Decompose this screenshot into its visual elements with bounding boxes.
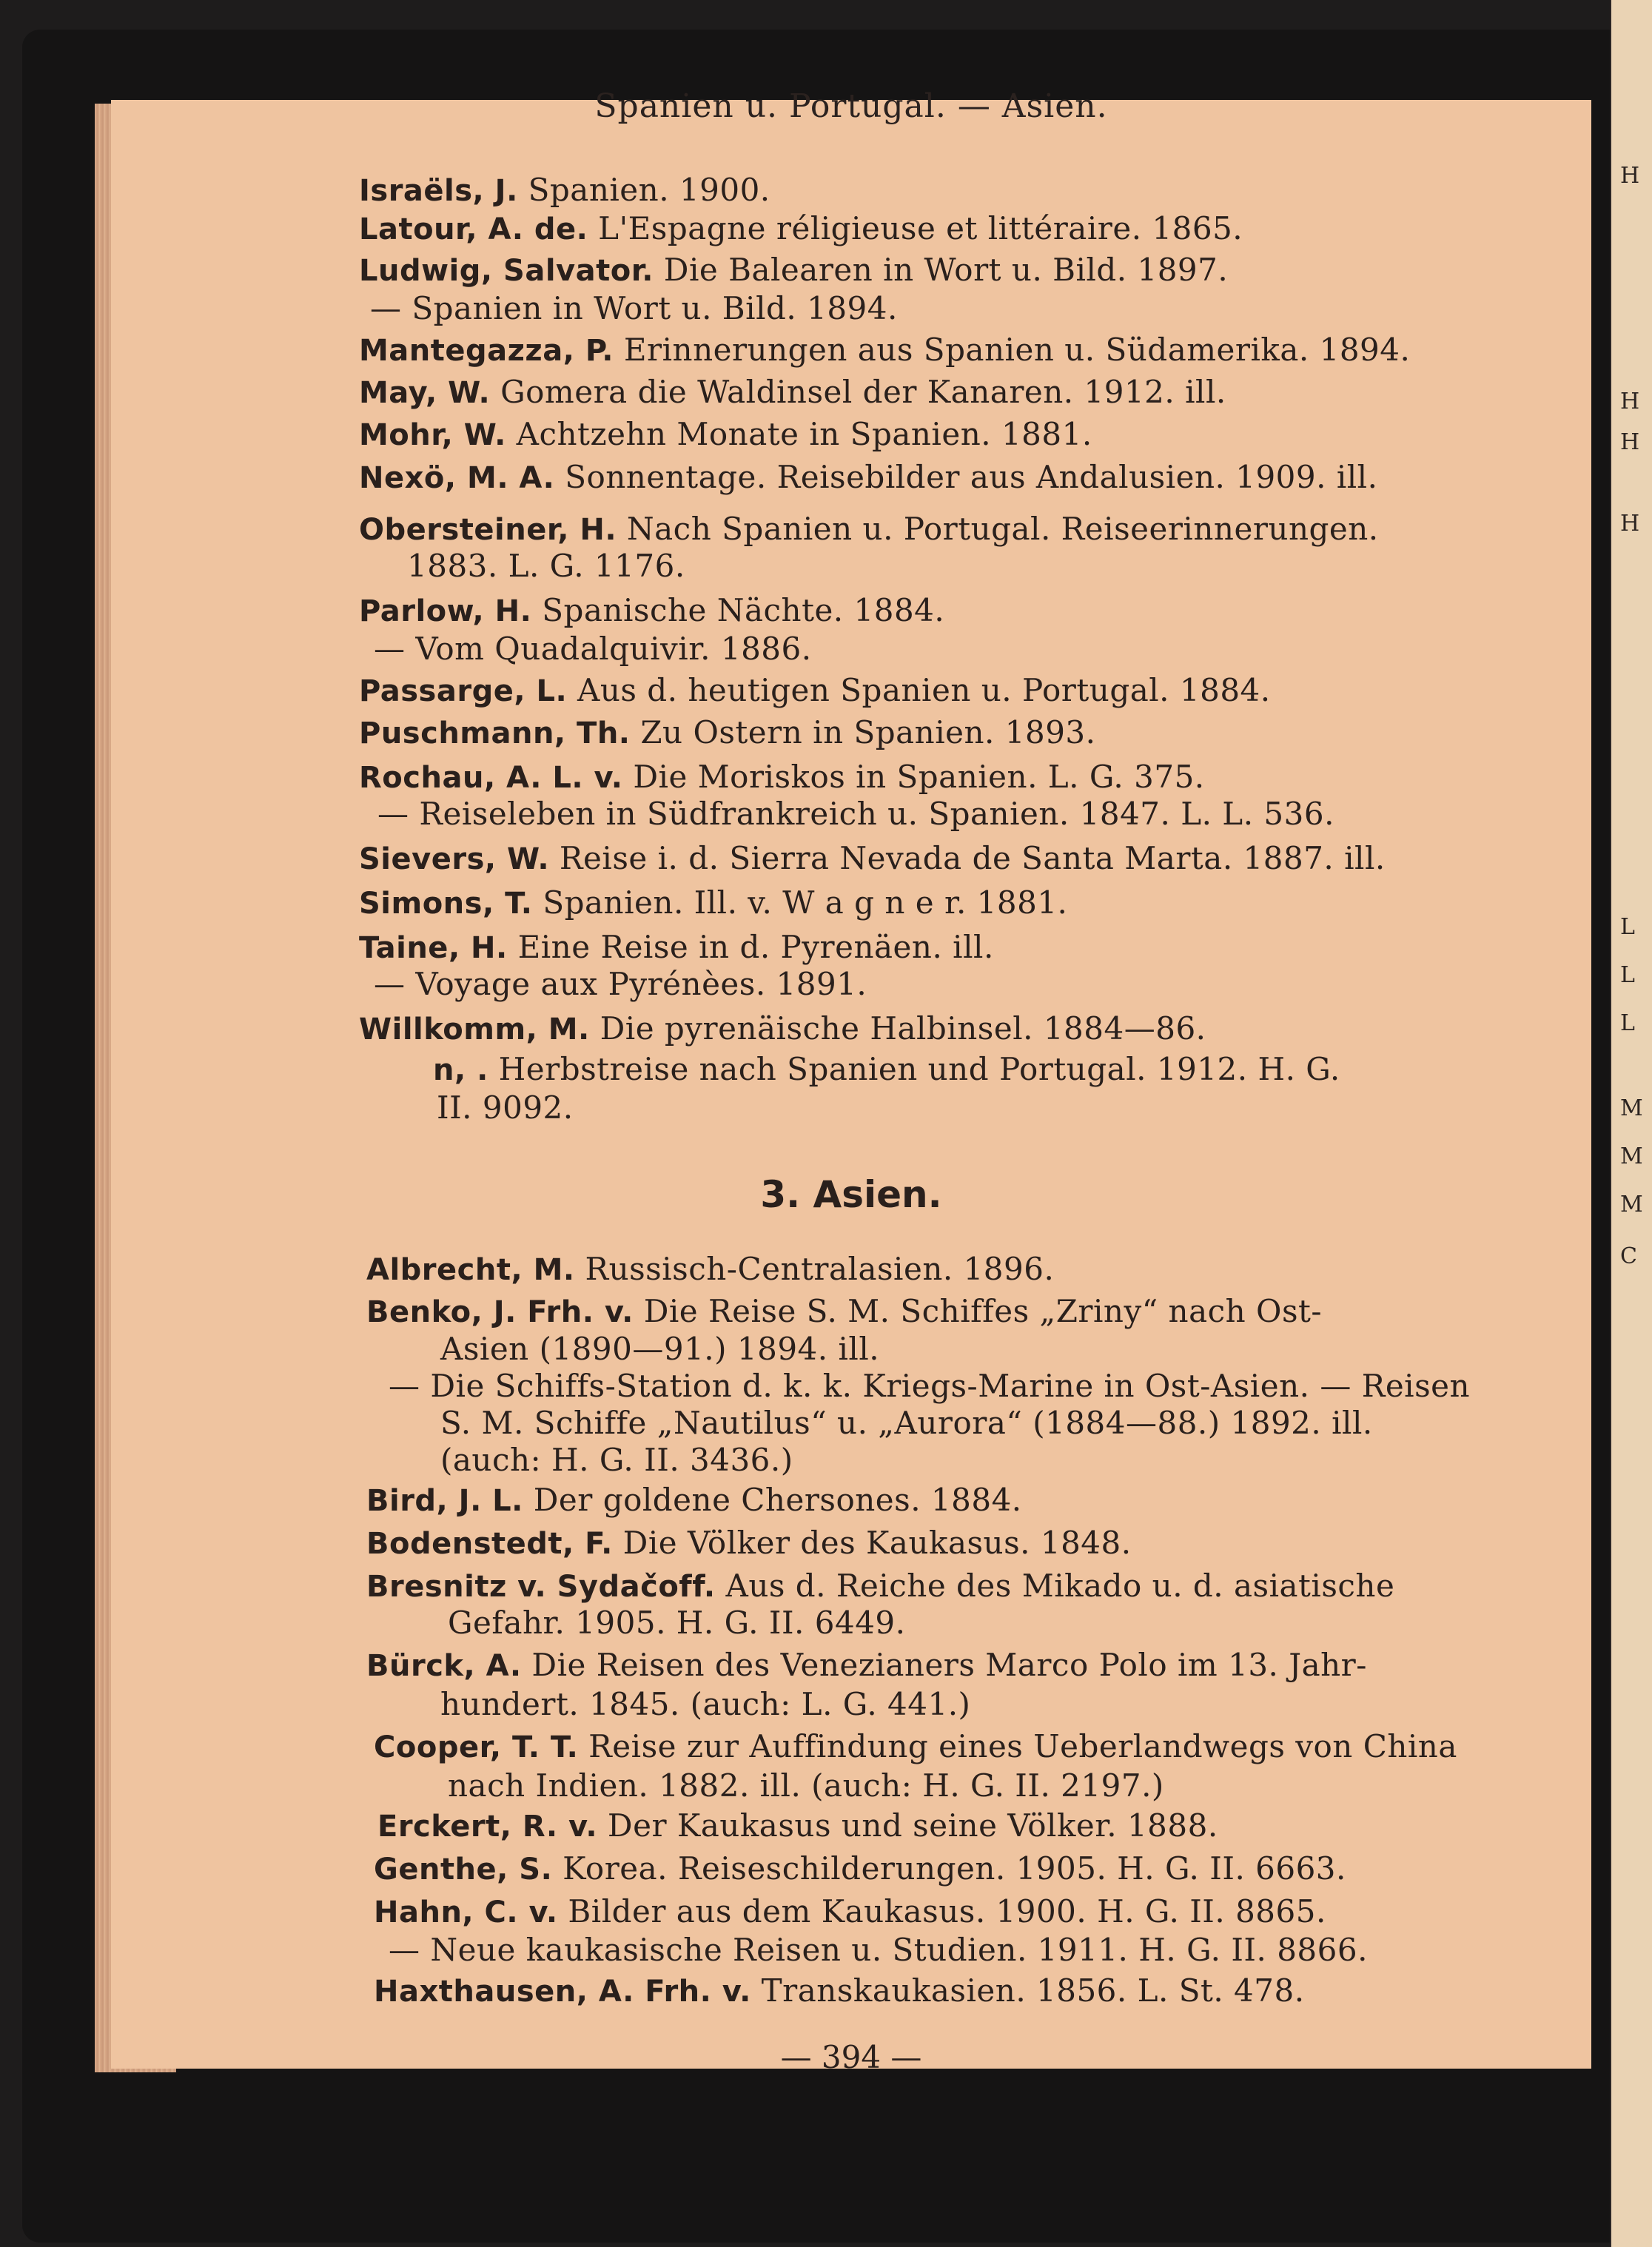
facing-page-fragment: M bbox=[1620, 1095, 1643, 1121]
entry-author: Bodenstedt, F. bbox=[366, 1527, 613, 1561]
facing-page-fragment: H bbox=[1620, 511, 1640, 537]
entry-line bbox=[359, 1010, 1206, 1047]
entry-line bbox=[437, 1089, 574, 1126]
entry-text: — Vom Quadalquivir. 1886. bbox=[374, 631, 812, 667]
entry-author: Genthe, S. bbox=[374, 1853, 553, 1887]
entry-text: Korea. Reiseschilderungen. 1905. H. G. II. 6663. bbox=[563, 1850, 1346, 1887]
entry-text: — Neue kaukasische Reisen u. Studien. 1911. H. G. II. 8866. bbox=[389, 1932, 1368, 1968]
entry-author: Israëls, J. bbox=[359, 174, 518, 208]
entry-text: L'Espagne réligieuse et littéraire. 1865. bbox=[598, 210, 1243, 246]
entry-line bbox=[359, 332, 1410, 368]
entry-author: Bresnitz v. Sydačoff. bbox=[366, 1570, 716, 1604]
entry-text: Spanische Nächte. 1884. bbox=[542, 592, 945, 628]
entry-line bbox=[359, 416, 1092, 452]
entry-text: Zu Ostern in Spanien. 1893. bbox=[640, 714, 1096, 750]
entry-author: Obersteiner, H. bbox=[359, 513, 617, 547]
entry-text: Asien (1890—91.) 1894. ill. bbox=[440, 1331, 880, 1367]
entry-line bbox=[440, 1405, 1373, 1441]
entry-author: Mantegazza, P. bbox=[359, 334, 614, 368]
facing-page-fragment: H bbox=[1620, 429, 1640, 455]
entry-author: Puschmann, Th. bbox=[359, 716, 631, 750]
entry-author: Cooper, T. T. bbox=[374, 1730, 579, 1764]
entry-author: May, W. bbox=[359, 376, 491, 410]
entry-line bbox=[359, 672, 1271, 708]
entry-text: Die Balearen in Wort u. Bild. 1897. bbox=[663, 252, 1229, 288]
entry-line bbox=[366, 1647, 1367, 1683]
entry-line bbox=[377, 1807, 1218, 1844]
entry-text: Erinnerungen aus Spanien u. Südamerika. 1894. bbox=[623, 332, 1411, 368]
entry-line bbox=[359, 840, 1386, 876]
entry-text: (auch: H. G. II. 3436.) bbox=[440, 1442, 793, 1478]
entry-author: Bird, J. L. bbox=[366, 1484, 523, 1518]
entry-author: Willkomm, M. bbox=[359, 1012, 590, 1047]
entry-line bbox=[366, 1568, 1394, 1604]
facing-page-edge bbox=[1610, 0, 1652, 2247]
entry-text: Die Moriskos in Spanien. L. G. 375. bbox=[633, 759, 1205, 795]
entry-text: Die Völker des Kaukasus. 1848. bbox=[622, 1525, 1132, 1561]
entry-text: 1883. L. G. 1176. bbox=[407, 548, 685, 584]
entry-text: Reise zur Auffindung eines Ueberlandwegs von China bbox=[588, 1728, 1457, 1764]
entry-author: Latour, A. de. bbox=[359, 212, 588, 246]
entry-line bbox=[374, 1850, 1346, 1887]
entry-text: Achtzehn Monate in Spanien. 1881. bbox=[516, 416, 1092, 452]
entry-author: Benko, J. Frh. v. bbox=[366, 1295, 634, 1329]
entry-author: Passarge, L. bbox=[359, 674, 568, 708]
entry-text: Die pyrenäische Halbinsel. 1884—86. bbox=[600, 1010, 1206, 1047]
entry-author: Albrecht, M. bbox=[366, 1253, 575, 1287]
entry-text: Russisch-Centralasien. 1896. bbox=[585, 1251, 1055, 1287]
entry-line bbox=[448, 1605, 906, 1641]
entry-author: Ludwig, Salvator. bbox=[359, 254, 654, 288]
entry-line bbox=[359, 252, 1228, 288]
facing-page-fragment: M bbox=[1620, 1192, 1643, 1217]
entry-author: Bürck, A. bbox=[366, 1649, 522, 1683]
entry-text: Der goldene Chersones. 1884. bbox=[533, 1482, 1022, 1518]
entry-line bbox=[374, 1972, 1305, 2009]
entry-line bbox=[359, 210, 1243, 246]
facing-page-fragment: M bbox=[1620, 1143, 1643, 1169]
entry-author: Parlow, H. bbox=[359, 594, 532, 628]
entry-line bbox=[366, 1525, 1132, 1561]
entry-text: Spanien. 1900. bbox=[528, 172, 770, 208]
entry-text: Eine Reise in d. Pyrenäen. ill. bbox=[517, 929, 994, 965]
entry-line bbox=[389, 1932, 1368, 1968]
entry-line bbox=[433, 1051, 1340, 1087]
entry-line bbox=[374, 631, 812, 667]
entry-line bbox=[359, 884, 1067, 921]
entry-author: Nexö, M. A. bbox=[359, 461, 555, 495]
facing-page-fragment: H bbox=[1620, 389, 1640, 414]
entry-author: Mohr, W. bbox=[359, 418, 506, 452]
section-title: 3. Asien. bbox=[760, 1173, 942, 1216]
entry-line bbox=[407, 548, 685, 584]
entry-text: Herbstreise nach Spanien und Portugal. 1912. H. G. bbox=[498, 1051, 1340, 1087]
entry-text: Der Kaukasus und seine Völker. 1888. bbox=[607, 1807, 1218, 1844]
entry-text: Die Reisen des Venezianers Marco Polo im 13. Jahr- bbox=[531, 1647, 1367, 1683]
entry-line bbox=[359, 374, 1226, 410]
entry-text: Aus d. heutigen Spanien u. Portugal. 1884. bbox=[577, 672, 1271, 708]
entry-line bbox=[359, 172, 770, 208]
entry-author: Sievers, W. bbox=[359, 842, 550, 876]
entry-text: Reise i. d. Sierra Nevada de Santa Marta. 1887. ill. bbox=[559, 840, 1386, 876]
entry-line bbox=[440, 1442, 793, 1478]
entry-author: Haxthausen, A. Frh. v. bbox=[374, 1975, 751, 2009]
entry-text: hundert. 1845. (auch: L. G. 441.) bbox=[440, 1686, 971, 1722]
entry-text: — Voyage aux Pyrénèes. 1891. bbox=[374, 966, 867, 1002]
entry-text: Die Reise S. M. Schiffes „Zriny“ nach Ost- bbox=[643, 1293, 1323, 1329]
facing-page-fragment: H bbox=[1620, 163, 1640, 189]
entry-line bbox=[374, 1728, 1457, 1764]
facing-page-fragment: L bbox=[1620, 1010, 1635, 1036]
facing-page-fragment: C bbox=[1620, 1243, 1637, 1269]
entry-line bbox=[366, 1482, 1022, 1518]
entry-line bbox=[370, 290, 898, 326]
entry-line bbox=[448, 1767, 1164, 1804]
entry-text: Spanien. Ill. v. W a g n e r. 1881. bbox=[543, 884, 1068, 921]
entry-text: Sonnentage. Reisebilder aus Andalusien. 1909. ill. bbox=[565, 459, 1378, 495]
entry-line bbox=[377, 796, 1334, 832]
entry-line bbox=[359, 714, 1096, 750]
entry-author: n, . bbox=[433, 1053, 488, 1087]
entry-text: Aus d. Reiche des Mikado u. d. asiatische bbox=[725, 1568, 1395, 1604]
entry-line bbox=[374, 1893, 1326, 1929]
entry-author: Hahn, C. v. bbox=[374, 1895, 558, 1929]
entry-text: Bilder aus dem Kaukasus. 1900. H. G. II. 8865. bbox=[568, 1893, 1326, 1929]
entry-line bbox=[389, 1368, 1470, 1404]
entry-author: Erckert, R. v. bbox=[377, 1810, 598, 1844]
entry-author: Simons, T. bbox=[359, 887, 533, 921]
entry-line bbox=[366, 1293, 1322, 1329]
entry-text: Transkaukasien. 1856. L. St. 478. bbox=[761, 1972, 1305, 2009]
entry-text: II. 9092. bbox=[437, 1089, 574, 1126]
entry-line bbox=[366, 1251, 1054, 1287]
entry-text: S. M. Schiffe „Nautilus“ u. „Aurora“ (1884—88.) 1892. ill. bbox=[440, 1405, 1373, 1441]
entry-line bbox=[359, 592, 944, 628]
entry-text: Gomera die Waldinsel der Kanaren. 1912. ill. bbox=[500, 374, 1226, 410]
entry-line bbox=[359, 929, 994, 965]
running-head: Spanien u. Portugal. — Asien. bbox=[594, 87, 1108, 125]
entry-line bbox=[359, 511, 1379, 547]
entry-line bbox=[359, 459, 1377, 495]
entry-text: — Spanien in Wort u. Bild. 1894. bbox=[370, 290, 898, 326]
entry-text: — Reiseleben in Südfrankreich u. Spanien. 1847. L. L. 536. bbox=[377, 796, 1334, 832]
entry-line bbox=[440, 1331, 879, 1367]
entry-line bbox=[359, 759, 1205, 795]
entry-line bbox=[374, 966, 867, 1002]
entry-text: — Die Schiffs-Station d. k. k. Kriegs-Marine in Ost-Asien. — Reisen bbox=[389, 1368, 1471, 1404]
entry-line bbox=[440, 1686, 970, 1722]
facing-page-fragment: L bbox=[1620, 962, 1635, 988]
entry-text: nach Indien. 1882. ill. (auch: H. G. II. 2197.) bbox=[448, 1767, 1164, 1804]
entry-text: Nach Spanien u. Portugal. Reiseerinnerungen. bbox=[626, 511, 1379, 547]
page-number: — 394 — bbox=[780, 2039, 922, 2075]
entry-author: Rochau, A. L. v. bbox=[359, 761, 623, 795]
facing-page-fragment: L bbox=[1620, 914, 1635, 940]
entry-text: Gefahr. 1905. H. G. II. 6449. bbox=[448, 1605, 906, 1641]
entry-author: Taine, H. bbox=[359, 931, 508, 965]
